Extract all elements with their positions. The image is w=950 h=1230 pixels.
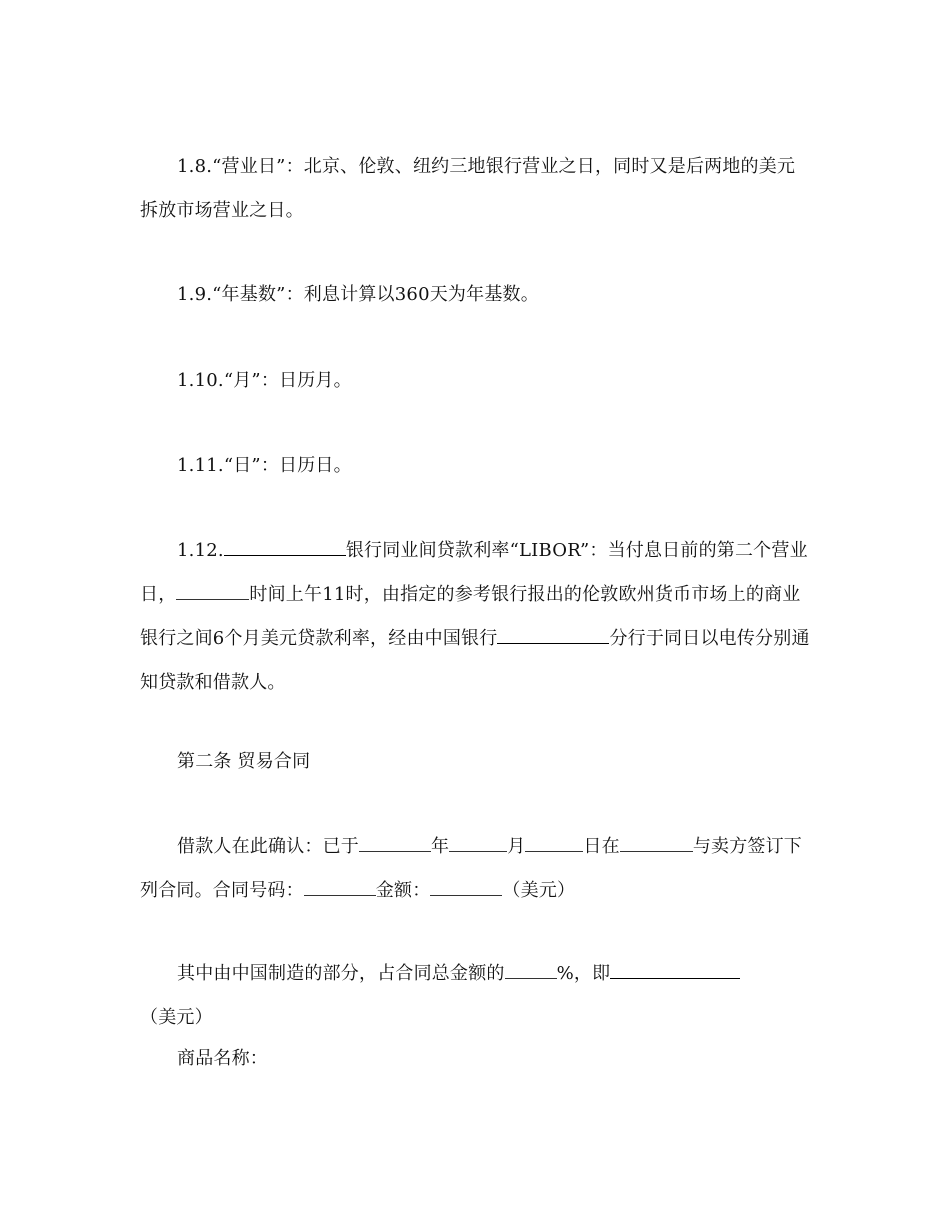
clause-term: “营业日”	[212, 156, 286, 177]
clause-definition: ：日历月。	[260, 370, 352, 391]
clause-1-11	[140, 444, 812, 488]
clause-1-10	[140, 359, 812, 403]
month-blank[interactable]	[449, 835, 507, 852]
clause-1-9	[140, 273, 812, 317]
clause-1-12	[140, 529, 812, 705]
clause-definition: ：日历日。	[260, 455, 352, 476]
time-zone-blank[interactable]	[176, 583, 249, 600]
clause-text-b: 时间上午11时，由指定的参考银行报出的伦敦欧州货币市场上的商业银行之间6个月美元贷款利率，经由中国银行	[140, 584, 801, 649]
day-label: 日在	[583, 836, 620, 857]
contract-confirmation	[140, 825, 812, 913]
clause-1-8	[140, 145, 812, 233]
contract-number-blank[interactable]	[304, 879, 376, 896]
branch-name-blank[interactable]	[497, 627, 609, 644]
confirm-text: 借款人在此确认：已于	[177, 836, 359, 857]
amount-blank[interactable]	[430, 879, 502, 896]
clause-number: 1.12.	[177, 540, 224, 561]
year-blank[interactable]	[359, 835, 431, 852]
clause-number: 1.11.	[177, 455, 224, 476]
clause-number: 1.8.	[177, 156, 213, 177]
year-label: 年	[431, 836, 450, 857]
percent-label: %，即	[556, 963, 611, 984]
portion-text: 其中由中国制造的部分，占合同总金额的	[177, 963, 505, 984]
amount-label: 金额：	[375, 880, 431, 901]
clause-term: “月”	[223, 370, 261, 391]
clause-number: 1.10.	[177, 370, 224, 391]
usd-amount-blank[interactable]	[610, 962, 740, 979]
china-made-portion	[140, 952, 812, 1040]
contract-number-label: 与卖方签订下列合同。合同号码：	[140, 836, 803, 901]
goods-name	[140, 1037, 812, 1081]
month-label: 月	[507, 836, 526, 857]
clause-term: “日”	[223, 455, 261, 476]
currency-label: （美元）	[140, 1007, 213, 1028]
clause-term: “年基数”	[212, 284, 286, 305]
clause-text-a: 银行同业间贷款利率“LIBOR”：当付息日前的第二个营业日，	[140, 540, 808, 605]
place-blank[interactable]	[620, 835, 693, 852]
percent-blank[interactable]	[505, 962, 557, 979]
article-2-heading	[140, 740, 812, 784]
bank-name-blank[interactable]	[224, 539, 346, 556]
day-blank[interactable]	[525, 835, 583, 852]
clause-definition: ：利息计算以360天为年基数。	[285, 284, 539, 305]
article-heading: 第二条 贸易合同	[177, 751, 311, 772]
clause-number: 1.9.	[177, 284, 213, 305]
currency-label: （美元）	[502, 880, 576, 901]
clause-text-c: 分行于同日以电传分别通知贷款和借款人。	[140, 628, 810, 693]
goods-name-label: 商品名称：	[177, 1048, 268, 1069]
clause-definition: ：北京、伦敦、纽约三地银行营业之日，同时又是后两地的美元拆放市场营业之日。	[140, 156, 796, 221]
